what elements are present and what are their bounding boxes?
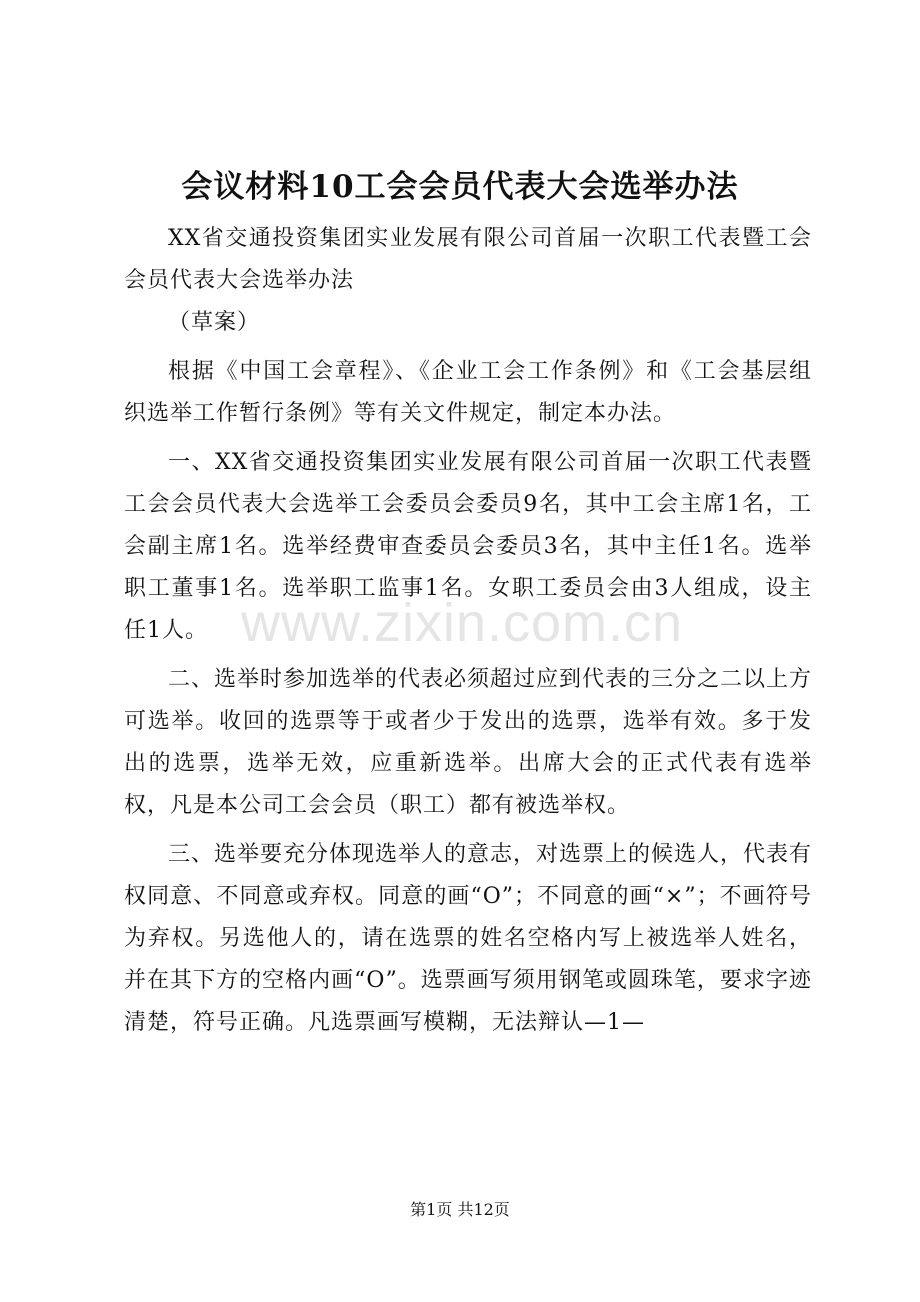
subtitle-paragraph: XX省交通投资集团实业发展有限公司首届一次职工代表暨工会会员代表大会选举办法 — [124, 226, 812, 293]
section-one-paragraph: 一、XX省交通投资集团实业发展有限公司首届一次职工代表暨工会会员代表大会选举工会委员会委员9名，其中工会主席1名，工会副主席1名。选举经费审查委员会委员3名，其中主任1名。选举职工董事1名。选举职工监事1名。女职工委员会由3人组成，设主任1人。 — [124, 450, 812, 643]
watermark-text: www.zixin.com.cn — [240, 593, 684, 653]
document-title: 会议材料10工会会员代表大会选举办法 — [181, 169, 739, 205]
intro-paragraph: 根据《中国工会章程》、《企业工会工作条例》和《工会基层组织选举工作暂行条例》等有关文件规定，制定本办法。 — [124, 359, 812, 426]
page-footer: 第1页 共12页 — [410, 1200, 510, 1219]
draft-label: （草案） — [168, 310, 261, 335]
section-three-paragraph: 三、选举要充分体现选举人的意志，对选票上的候选人，代表有权同意、不同意或弃权。同意的画“O”；不同意的画“×”；不画符号为弃权。另选他人的，请在选票的姓名空格内写上被选举人姓名，并在其下方的空格内画“O”。选票画写须用钢笔或圆珠笔，要求字迹清楚，符号正确。凡选票画写模糊，无法辩认—1— — [124, 842, 813, 1035]
document-body — [124, 218, 812, 1051]
section-two-paragraph: 二、选举时参加选举的代表必须超过应到代表的三分之二以上方可选举。收回的选票等于或者少于发出的选票，选举有效。多于发出的选票，选举无效，应重新选举。出席大会的正式代表有选举权，凡是本公司工会会员（职工）都有被选举权。 — [124, 667, 813, 818]
